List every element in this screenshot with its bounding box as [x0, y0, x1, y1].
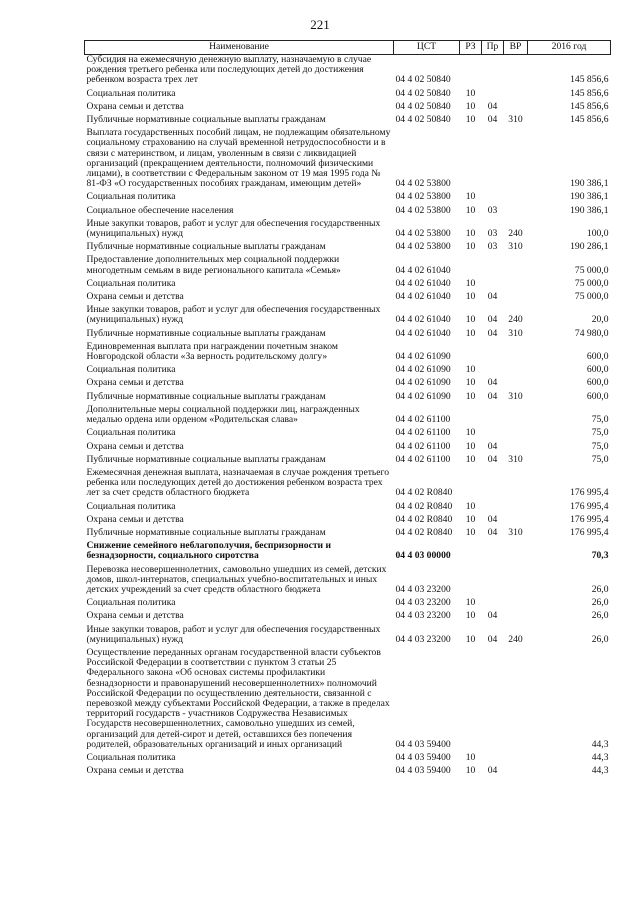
row-pr — [482, 89, 504, 102]
header-pr: Пр — [482, 41, 504, 55]
table-row — [85, 428, 611, 441]
row-pr — [482, 255, 504, 278]
row-vr — [504, 279, 528, 292]
row-rz: 10 — [465, 114, 476, 126]
row-rz: 10 — [465, 228, 476, 240]
row-rz — [460, 255, 482, 278]
row-sum: 75 000,0 — [574, 277, 609, 289]
table-row — [85, 648, 611, 753]
row-csr: 04 4 03 59400 — [395, 751, 451, 763]
row-pr: 04 — [487, 114, 498, 126]
row-name: Публичные нормативные социальные выплаты гражданам — [86, 114, 326, 126]
row-csr: 04 4 02 53800 — [395, 178, 451, 190]
row-sum: 600,0 — [586, 351, 609, 363]
row-csr: 04 4 03 00000 — [395, 550, 451, 562]
row-sum: 176 995,4 — [570, 513, 609, 525]
row-name: Публичные нормативные социальные выплаты гражданам — [86, 453, 326, 465]
row-rz: 10 — [465, 453, 476, 465]
row-sum: 75,0 — [591, 453, 609, 465]
row-name: Предоставление дополнительных мер социальной поддержки многодетным семьям в виде регионального капитала «Семья» — [86, 254, 341, 276]
row-sum: 74 980,0 — [574, 327, 609, 339]
table-row — [85, 342, 611, 365]
row-pr — [482, 428, 504, 441]
row-rz: 10 — [465, 204, 476, 216]
table-row — [85, 378, 611, 391]
row-rz — [460, 541, 482, 564]
row-csr: 04 4 02 61100 — [395, 453, 451, 465]
row-sum: 26,0 — [591, 610, 609, 622]
row-name: Охрана семьи и детства — [86, 610, 184, 622]
row-pr: 04 — [487, 513, 498, 525]
row-vr — [504, 89, 528, 102]
row-pr — [482, 128, 504, 192]
row-pr — [482, 648, 504, 753]
row-csr: 04 4 02 61040 — [395, 291, 451, 303]
row-sum: 75,0 — [591, 427, 609, 439]
row-rz: 10 — [465, 87, 476, 99]
row-pr: 04 — [487, 291, 498, 303]
row-name: Социальное обеспечение населения — [86, 204, 234, 216]
row-name: Охрана семьи и детства — [86, 100, 184, 112]
table-header-row — [85, 41, 611, 55]
row-csr: 04 4 02 50840 — [395, 74, 451, 86]
row-pr — [482, 55, 504, 89]
row-rz: 10 — [465, 277, 476, 289]
row-csr: 04 4 03 59400 — [395, 765, 451, 777]
header-rz: РЗ — [460, 41, 482, 55]
row-pr: 04 — [487, 765, 498, 777]
row-rz: 10 — [465, 597, 476, 609]
table-row — [85, 541, 611, 564]
row-pr: 04 — [487, 390, 498, 402]
row-vr — [504, 255, 528, 278]
row-vr — [504, 55, 528, 89]
row-sum: 75,0 — [591, 440, 609, 452]
row-sum: 26,0 — [591, 583, 609, 595]
row-rz — [460, 648, 482, 753]
row-csr: 04 4 02 61090 — [395, 351, 451, 363]
row-sum: 600,0 — [586, 377, 609, 389]
table-row — [85, 255, 611, 278]
row-name: Выплата государственных пособий лицам, не подлежащим обязательному социальному страхованию на случай временной нетрудоспособности и в связи с материнством, и лицам, уволенным в связи с ликвидацией организаций (прекращением деятельности, полномочий физическими лицами), в соответствии с Федеральным законом от 19 мая 1995 года № 81-ФЗ «О государственных пособиях гражданам, имеющим детей» — [86, 127, 391, 190]
row-pr: 04 — [487, 610, 498, 622]
row-rz: 10 — [465, 291, 476, 303]
row-vr — [504, 442, 528, 455]
row-vr — [504, 206, 528, 219]
row-vr — [504, 502, 528, 515]
row-name: Иные закупки товаров, работ и услуг для обеспечения государственных (муниципальных) нужд — [86, 217, 381, 240]
row-pr: 04 — [487, 377, 498, 389]
row-sum: 100,0 — [586, 228, 609, 240]
row-pr: 04 — [487, 453, 498, 465]
row-vr: 310 — [508, 327, 523, 339]
row-sum: 75,0 — [591, 414, 609, 426]
row-csr: 04 4 03 23200 — [395, 583, 451, 595]
row-sum: 20,0 — [591, 314, 609, 326]
table-body — [85, 55, 611, 780]
row-vr — [504, 515, 528, 528]
row-csr: 04 4 02 50840 — [395, 87, 451, 99]
row-name: Социальная политика — [86, 751, 176, 763]
row-name: Социальная политика — [86, 191, 176, 203]
row-rz: 10 — [465, 314, 476, 326]
row-sum: 190 286,1 — [570, 241, 609, 253]
row-csr: 04 4 02 53800 — [395, 241, 451, 253]
table-row — [85, 206, 611, 219]
row-vr — [504, 192, 528, 205]
row-rz — [460, 565, 482, 599]
row-name: Ежемесячная денежная выплата, назначаемая в случае рождения третьего ребенка или последующих детей до достижения ребенком возраста трех лет за счет средств областного бюджета — [86, 466, 390, 499]
row-pr: 04 — [487, 327, 498, 339]
row-rz: 10 — [465, 241, 476, 253]
row-rz: 10 — [465, 513, 476, 525]
row-name: Иные закупки товаров, работ и услуг для обеспечения государственных (муниципальных) нужд — [86, 304, 381, 326]
row-rz: 10 — [465, 610, 476, 622]
row-rz: 10 — [465, 526, 476, 538]
row-rz: 10 — [465, 364, 476, 376]
row-rz: 10 — [465, 390, 476, 402]
row-csr: 04 4 02 61040 — [395, 327, 451, 339]
row-sum: 190 386,1 — [570, 178, 609, 190]
row-csr: 04 4 02 61040 — [395, 277, 451, 289]
row-name: Социальная политика — [86, 500, 176, 512]
row-vr — [504, 598, 528, 611]
row-sum: 26,0 — [591, 597, 609, 609]
row-sum: 176 995,4 — [570, 487, 609, 499]
row-pr — [482, 541, 504, 564]
row-name: Перевозка несовершеннолетних, самовольно ушедших из семей, детских домов, школ-интернатов, специальных учебно-воспитательных и иных детских учреждений за счет средств областного бюджета — [86, 563, 387, 595]
row-sum: 176 995,4 — [570, 500, 609, 512]
row-sum: 145 856,6 — [570, 114, 609, 126]
row-rz: 10 — [465, 377, 476, 389]
row-pr: 03 — [487, 241, 498, 253]
row-name: Социальная политика — [86, 87, 176, 99]
row-pr — [482, 565, 504, 599]
row-name: Субсидия на ежемесячную денежную выплату, назначаемую в случае рождения третьего ребенка или последующих детей до достижения ребенком возраста трех лет — [86, 54, 372, 86]
row-pr: 03 — [487, 228, 498, 240]
row-csr: 04 4 03 23200 — [395, 610, 451, 622]
budget-table — [84, 40, 611, 779]
row-vr — [504, 565, 528, 599]
row-rz: 10 — [465, 191, 476, 203]
row-csr: 04 4 02 R0840 — [395, 526, 453, 538]
row-rz: 10 — [465, 327, 476, 339]
row-name: Снижение семейного неблагополучия, беспризорности и безнадзорности, социального сиротства — [86, 540, 331, 562]
row-vr — [504, 753, 528, 766]
row-csr: 04 4 03 23200 — [395, 633, 451, 645]
row-rz: 10 — [465, 500, 476, 512]
row-vr — [504, 128, 528, 192]
row-sum: 176 995,4 — [570, 526, 609, 538]
row-pr: 04 — [487, 100, 498, 112]
row-csr: 04 4 03 23200 — [395, 597, 451, 609]
row-rz — [460, 468, 482, 502]
table-row — [85, 55, 611, 89]
row-name: Иные закупки товаров, работ и услуг для обеспечения государственных (муниципальных) нужд — [86, 623, 381, 645]
row-csr: 04 4 03 59400 — [395, 738, 451, 750]
table-row — [85, 468, 611, 502]
row-name: Охрана семьи и детства — [86, 440, 184, 452]
row-name: Дополнительные меры социальной поддержки лиц, награжденных медалью ордена или орденом «Родительская слава» — [86, 403, 360, 426]
table-row — [85, 128, 611, 192]
row-rz: 10 — [465, 751, 476, 763]
row-vr — [504, 468, 528, 502]
row-vr — [504, 611, 528, 624]
table-row — [85, 219, 611, 242]
row-pr — [482, 502, 504, 515]
table-row — [85, 89, 611, 102]
row-csr: 04 4 02 61090 — [395, 390, 451, 402]
page-number: 221 — [310, 17, 330, 32]
row-sum: 600,0 — [586, 390, 609, 402]
row-vr — [504, 378, 528, 391]
row-sum: 145 856,6 — [570, 87, 609, 99]
row-rz: 10 — [465, 427, 476, 439]
row-vr — [504, 365, 528, 378]
row-sum: 75 000,0 — [574, 264, 609, 276]
table-row — [85, 515, 611, 528]
table-row — [85, 192, 611, 205]
row-sum: 75 000,0 — [574, 291, 609, 303]
row-csr: 04 4 02 61100 — [395, 440, 451, 452]
row-vr — [504, 648, 528, 753]
row-name: Социальная политика — [86, 427, 176, 439]
row-name: Охрана семьи и детства — [86, 513, 184, 525]
row-rz — [460, 55, 482, 89]
row-vr: 310 — [508, 241, 523, 253]
row-vr: 310 — [508, 526, 523, 538]
row-name: Охрана семьи и детства — [86, 377, 184, 389]
row-vr — [504, 766, 528, 779]
row-vr: 310 — [508, 390, 523, 402]
row-csr: 04 4 02 61040 — [395, 264, 451, 276]
row-vr: 310 — [508, 453, 523, 465]
row-vr: 310 — [508, 114, 523, 126]
row-csr: 04 4 02 61100 — [395, 427, 451, 439]
row-vr — [504, 428, 528, 441]
row-pr: 04 — [487, 440, 498, 452]
header-csr: ЦСТ — [394, 41, 460, 55]
table-row — [85, 305, 611, 328]
table-row — [85, 392, 611, 405]
table-row — [85, 455, 611, 468]
row-name: Социальная политика — [86, 364, 176, 376]
row-name: Публичные нормативные социальные выплаты гражданам — [86, 241, 326, 253]
table-row — [85, 329, 611, 342]
row-sum: 44,3 — [591, 738, 609, 750]
row-rz: 10 — [465, 440, 476, 452]
row-pr — [482, 342, 504, 365]
row-vr — [504, 541, 528, 564]
row-name: Публичные нормативные социальные выплаты гражданам — [86, 390, 326, 402]
header-vr: ВР — [504, 41, 528, 55]
row-name: Охрана семьи и детства — [86, 765, 184, 777]
row-name: Социальная политика — [86, 277, 176, 289]
row-csr: 04 4 02 53800 — [395, 204, 451, 216]
row-sum: 600,0 — [586, 364, 609, 376]
row-sum: 190 386,1 — [570, 191, 609, 203]
row-csr: 04 4 02 61100 — [395, 414, 451, 426]
row-csr: 04 4 02 61090 — [395, 364, 451, 376]
row-vr: 240 — [508, 228, 523, 240]
row-pr: 04 — [487, 526, 498, 538]
row-name: Охрана семьи и детства — [86, 291, 184, 303]
row-sum: 26,0 — [591, 633, 609, 645]
header-name: Наименование — [85, 41, 394, 55]
row-csr: 04 4 02 50840 — [395, 100, 451, 112]
row-sum: 145 856,6 — [570, 74, 609, 86]
row-csr: 04 4 02 61040 — [395, 314, 451, 326]
row-name: Социальная политика — [86, 597, 176, 609]
table-row — [85, 442, 611, 455]
row-rz — [460, 342, 482, 365]
row-csr: 04 4 02 53800 — [395, 228, 451, 240]
row-pr — [482, 405, 504, 428]
row-vr: 240 — [508, 633, 523, 645]
row-name: Осуществление переданных органам государственной власти субъектов Российской Федерации в соответствии с пунктом 3 статьи 25 Федерального закона «Об основах системы профилактики безнадзорности и правонарушений несовершеннолетних» полномочий Российской Федерации по осуществлению деятельности, связанной с перевозкой между субъектами Российской Федерации, а также в пределах территорий государств - участников Содружества Независимых Государств несовершеннолетних, самовольно ушедших из семей, организаций для детей-сирот и детей, оставшихся без попечения родителей, образовательных организаций и иных организаций — [86, 646, 390, 750]
row-vr — [504, 405, 528, 428]
row-name: Единовременная выплата при награждении почетным знаком Новгородской области «За верность родительскому долгу» — [86, 340, 338, 363]
row-name: Публичные нормативные социальные выплаты гражданам — [86, 327, 326, 339]
row-csr: 04 4 02 61090 — [395, 377, 451, 389]
row-rz — [460, 405, 482, 428]
row-sum: 145 856,6 — [570, 100, 609, 112]
row-csr: 04 4 02 R0840 — [395, 500, 453, 512]
row-pr: 04 — [487, 314, 498, 326]
table-row — [85, 405, 611, 428]
row-csr: 04 4 02 R0840 — [395, 487, 453, 499]
row-sum: 44,3 — [591, 751, 609, 763]
row-rz: 10 — [465, 100, 476, 112]
row-csr: 04 4 02 R0840 — [395, 513, 453, 525]
row-pr — [482, 468, 504, 502]
row-pr: 04 — [487, 633, 498, 645]
row-csr: 04 4 02 53800 — [395, 191, 451, 203]
table-row — [85, 611, 611, 624]
row-csr: 04 4 02 50840 — [395, 114, 451, 126]
row-sum: 44,3 — [591, 765, 609, 777]
row-vr — [504, 342, 528, 365]
row-rz: 10 — [465, 633, 476, 645]
row-rz: 10 — [465, 765, 476, 777]
table-row — [85, 625, 611, 648]
row-pr — [482, 192, 504, 205]
row-sum: 190 386,1 — [570, 204, 609, 216]
row-rz — [460, 128, 482, 192]
row-name: Публичные нормативные социальные выплаты гражданам — [86, 526, 326, 538]
table-row — [85, 502, 611, 515]
row-vr: 240 — [508, 314, 523, 326]
row-vr — [504, 292, 528, 305]
header-year: 2016 год — [528, 41, 611, 55]
table-row — [85, 766, 611, 779]
row-sum: 70,3 — [591, 550, 609, 562]
row-pr: 03 — [487, 204, 498, 216]
table-row — [85, 565, 611, 599]
